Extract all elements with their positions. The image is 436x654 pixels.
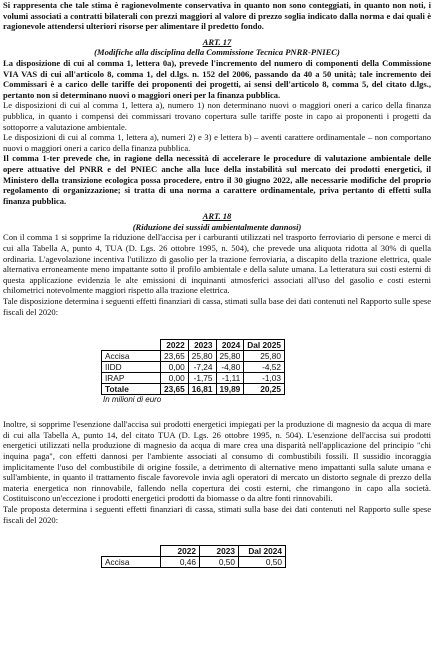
table-row	[102, 351, 285, 362]
table1-header: Dal 2025	[244, 340, 285, 351]
row-label: Accisa	[102, 557, 161, 568]
cell: 0,46	[161, 557, 200, 568]
cell: -4,80	[216, 362, 244, 373]
financial-effects-table-1	[101, 339, 285, 395]
art17-title: ART. 17	[202, 36, 232, 47]
art17-subtitle: (Modifiche alla disciplina della Commissione Tecnica PNRR-PNIEC)	[94, 47, 340, 58]
cell: 0,00	[161, 373, 189, 384]
table-row	[102, 557, 286, 568]
art18-paragraph-1: Con il comma 1 si sopprime la riduzione dell'accisa per i carburanti utilizzati nel trasporto ferroviario di persone e merci di cui alla Tabella A, punto 4, TUA (D. Lgs. 26 ottobre 1995, n. 504), che prevede una aliquota ridotta al 30% di quella ordinaria. L'agevolazione incentiva l'utilizzo di gasolio per la trazione ferroviaria, a discapito della trazione elettrica, quale alternativa erroneamente meno impattante sotto il profilo ambientale e della salute umana. La letteratura sui costi esterni di questa applicazione evidenzia le alte emissioni di inquinanti atmosferici associati all'uso del gasolio e costi esterni chilometrici notevolmente maggiori rispetto alla trazione elettrica.	[3, 232, 431, 296]
cell: -1,11	[216, 373, 244, 384]
table2-header: 2023	[200, 546, 239, 557]
table-row	[102, 362, 285, 373]
table2-corner	[102, 546, 161, 557]
document-page	[3, 0, 431, 568]
cell: 25,80	[244, 351, 285, 362]
table1-corner	[102, 340, 161, 351]
row-label: IRAP	[102, 373, 161, 384]
cell: -1,03	[244, 373, 285, 384]
cell: 25,80	[216, 351, 244, 362]
table2-header: 2022	[161, 546, 200, 557]
table1-wrapper	[101, 339, 431, 405]
cell: 0,00	[161, 362, 189, 373]
cell: 19,89	[216, 384, 244, 395]
table2-header: Dal 2024	[239, 546, 286, 557]
art18-paragraph-2: Tale disposizione determina i seguenti effetti finanziari di cassa, stimati sulla base dei dati contenuti nel Rapporto sulle spese fiscali del 2020:	[3, 296, 431, 317]
financial-effects-table-2	[101, 545, 286, 568]
art18-subtitle: (Riduzione dei sussidi ambientalmente dannosi)	[132, 221, 302, 232]
cell: -7,24	[188, 362, 216, 373]
table2-wrapper	[101, 545, 431, 568]
cell: 0,50	[239, 557, 286, 568]
table1-unit-note: In milioni di euro	[103, 395, 162, 405]
art18-title: ART. 18	[202, 211, 232, 222]
row-label: Totale	[102, 384, 161, 395]
cell: -4,52	[244, 362, 285, 373]
cell: 23,65	[161, 384, 189, 395]
art17-paragraph-3: Le disposizioni di cui al comma 1, lettera a), numeri 2) e 3) e lettera b) – aventi carattere ordinamentale – non comportano nuovi o maggiori oneri a carico della finanza pubblica.	[3, 132, 431, 153]
table1-header: 2023	[188, 340, 216, 351]
art18-paragraph-4: Tale proposta determina i seguenti effetti finanziari di cassa, stimati sulla base dei dati contenuti nel Rapporto sulle spese fiscali del 2020:	[3, 503, 431, 525]
intro-paragraph: Si rappresenta che tale stima è ragionevolmente conservativa in quanto non sono conteggiati, in quanto non noti, i volumi associati a contratti bilaterali con prezzi maggiori al valore di prezzo soglia indicato dalla norma e dai quali è ragionevole attendersi ulteriori risorse per alimentare il predetto fondo.	[3, 0, 431, 32]
art17-paragraph-2: Le disposizioni di cui al comma 1, lettera a), numero 1) non determinano nuovi o maggiori oneri a carico della finanza pubblica, in quanto i compensi dei commissari trovano copertura sulle tariffe poste in capo ai proponenti i progetti da sottoporre a valutazione ambientale.	[3, 100, 431, 132]
table-row	[102, 373, 285, 384]
cell: 16,81	[188, 384, 216, 395]
cell: 25,80	[188, 351, 216, 362]
row-label: Accisa	[102, 351, 161, 362]
table-total-row	[102, 384, 285, 395]
cell: -1,75	[188, 373, 216, 384]
art17-paragraph-4: Il comma 1-ter prevede che, in ragione della necessità di accelerare le procedure di valutazione ambientale delle opere attuative del PNRR e del PNIEC anche alla luce della instabilità sul mercato dei prodotti energetici, il Ministero della transizione ecologica possa procedere, entro il 30 giugno 2022, alle necessarie modifiche del proprio regolamento di organizzazione; si tratta di una norma a carattere ordinamentale, priva pertanto di effetti sulla finanza pubblica.	[3, 153, 431, 206]
cell: 20,25	[244, 384, 285, 395]
cell: 23,65	[161, 351, 189, 362]
table1-header: 2024	[216, 340, 244, 351]
row-label: IIDD	[102, 362, 161, 373]
art18-paragraph-3: Inoltre, si sopprime l'esenzione dall'accisa sui prodotti energetici impiegati per la produzione di magnesio da acqua di mare di cui alla Tabella A, punto 14, del citato TUA (D. Lgs. 26 ottobre 1995, n. 504). L'esenzione dell'accisa sui prodotti energetici utilizzati nella produzione di magnesio da acqua di mare crea una disparità nell'applicazione del principio "chi inquina paga", con effetti dannosi per l'ambiente associati al consumo di combustibili fossili. Il sussidio incoraggia implicitamente l'uso del combustibile di origine fossile, a detrimento di alternative meno impattanti sulla salute umana e sull'ambiente, in quanto il trattamento fiscale favorevole invia agli operatori di mercato un distorto segnale di prezzo della materia energetica non rinnovabile, fallendo nella copertura dei costi esterni, che rimangono in capo alla società. Costituiscono un'eccezione i prodotti energetici prodotti da biomasse o da altre fonti rinnovabili.	[3, 419, 431, 504]
cell: 0,50	[200, 557, 239, 568]
art17-paragraph-1: La disposizione di cui al comma 1, lettera 0a), prevede l'incremento del numero di componenti della Commissione VIA VAS di cui all'articolo 8, comma 1, del d.lgs. n. 152 del 2006, passando da 40 a 50 unità; tale incremento dei Commissari è a carico delle tariffe dei proponenti dei progetti, ai sensi dell'articolo 8, comma 5, del citato d.lgs., pertanto non si determinano nuovi o maggiori oneri per la finanza pubblica.	[3, 57, 431, 100]
table1-header: 2022	[161, 340, 189, 351]
